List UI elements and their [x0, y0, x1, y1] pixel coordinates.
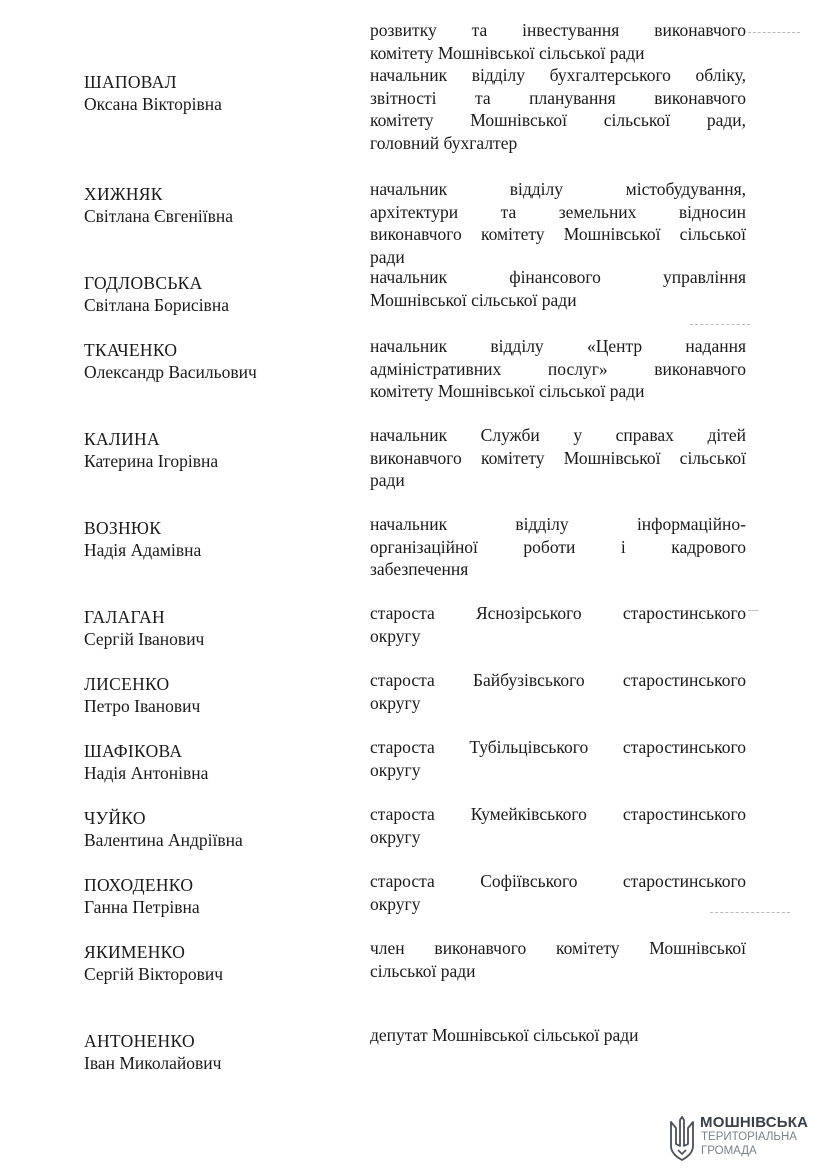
scan-mark	[710, 912, 790, 913]
description-line: начальник відділу містобудування,	[370, 179, 746, 199]
description-line: ради	[370, 246, 405, 267]
member-surname: КАЛИНА	[84, 429, 160, 449]
description-line: начальник фінансового управління	[370, 267, 746, 287]
description-line: головний бухгалтер	[370, 132, 518, 153]
member-position	[370, 1024, 746, 1047]
member-given-name: Іван Миколайович	[84, 1053, 222, 1073]
trident-icon	[668, 1116, 696, 1162]
member-name	[84, 517, 344, 561]
description-line: округу	[370, 625, 421, 646]
member-position	[370, 64, 746, 154]
member-name	[84, 874, 344, 918]
member-position	[370, 178, 746, 268]
member-surname: ХИЖНЯК	[84, 184, 163, 204]
description-line: начальник відділу «Центр надання	[370, 336, 746, 356]
member-surname: АНТОНЕНКО	[84, 1031, 195, 1051]
description-line: член виконавчого комітету Мошнівської	[370, 938, 746, 958]
description-line: Мошнівської сільської ради	[370, 289, 577, 310]
member-surname: ШАПОВАЛ	[84, 72, 177, 92]
description-line: округу	[370, 692, 421, 713]
description-line: комітету Мошнівської сільської ради	[370, 42, 645, 63]
description-line: сільської ради	[370, 960, 476, 981]
description-line: розвитку та інвестування виконавчого	[370, 20, 746, 40]
member-name	[84, 428, 344, 472]
member-surname: ЛИСЕНКО	[84, 674, 170, 694]
description-line: виконавчого комітету Мошнівської сільської	[370, 224, 746, 244]
description-line: староста Кумейківського старостинського	[370, 804, 746, 824]
member-name	[84, 807, 344, 851]
member-name	[84, 740, 344, 784]
description-line: архітектури та земельних відносин	[370, 201, 746, 222]
description-line: ради	[370, 470, 405, 490]
description-line: староста Байбузівського старостинського	[370, 670, 746, 690]
member-position	[370, 870, 746, 915]
description-line: начальник Служби у справах дітей	[370, 425, 746, 445]
logo-subtitle: ТЕРИТОРІАЛЬНА	[701, 1131, 797, 1143]
header-continuation	[370, 19, 746, 64]
member-name	[84, 71, 344, 115]
member-position	[370, 937, 746, 982]
member-given-name: Ганна Петрівна	[84, 897, 200, 917]
member-surname: ГАЛАГАН	[84, 607, 165, 627]
member-name	[84, 183, 344, 227]
member-surname: ЧУЙКО	[84, 808, 146, 828]
member-name	[84, 339, 344, 383]
member-position	[370, 266, 746, 311]
member-given-name: Оксана Вікторівна	[84, 94, 222, 114]
member-position	[370, 803, 746, 848]
member-position	[370, 335, 746, 403]
member-surname: ЯКИМЕНКО	[84, 942, 186, 962]
scan-mark	[748, 32, 800, 33]
description-line: виконавчого комітету Мошнівської сільської	[370, 447, 746, 468]
description-line: комітету Мошнівської сільської ради,	[370, 110, 746, 130]
member-given-name: Сергій Вікторович	[84, 964, 224, 984]
community-logo	[668, 1114, 818, 1164]
description-line: депутат Мошнівської сільської ради	[370, 1025, 639, 1045]
member-position	[370, 602, 746, 647]
member-name	[84, 1030, 344, 1074]
description-line: округу	[370, 759, 421, 780]
description-line: звітності та планування виконавчого	[370, 87, 746, 108]
description-line: округу	[370, 893, 421, 914]
member-surname: ТКАЧЕНКО	[84, 340, 178, 360]
member-surname: ПОХОДЕНКО	[84, 875, 194, 895]
description-line: організаційної роботи і кадрового	[370, 536, 746, 557]
description-line: староста Софіївського старостинського	[370, 871, 746, 891]
description-line: адміністративних послуг» виконавчого	[370, 358, 746, 379]
member-name	[84, 941, 344, 985]
member-name	[84, 673, 344, 717]
description-line: староста Тубільцівського старостинського	[370, 737, 746, 757]
logo-title: МОШНІВСЬКА	[700, 1114, 809, 1131]
member-position	[370, 736, 746, 781]
member-name	[84, 272, 344, 316]
member-given-name: Світлана Борисівна	[84, 295, 229, 315]
member-name	[84, 606, 344, 650]
member-given-name: Олександр Васильович	[84, 362, 257, 382]
member-surname: ВОЗНЮК	[84, 518, 162, 538]
member-position	[370, 669, 746, 714]
member-given-name: Надія Антонівна	[84, 763, 209, 783]
member-given-name: Сергій Іванович	[84, 629, 205, 649]
member-given-name: Надія Адамівна	[84, 540, 202, 560]
member-given-name: Петро Іванович	[84, 696, 201, 716]
member-given-name: Валентина Андріївна	[84, 830, 243, 850]
member-given-name: Світлана Євгеніївна	[84, 206, 234, 226]
scan-mark	[748, 610, 758, 611]
member-position	[370, 513, 746, 581]
logo-subtitle: ГРОМАДА	[701, 1145, 757, 1157]
description-line: начальник відділу інформаційно-	[370, 514, 746, 534]
member-surname: ШАФІКОВА	[84, 741, 183, 761]
description-line: забезпечення	[370, 559, 469, 579]
scan-mark	[690, 324, 750, 325]
description-line: округу	[370, 826, 421, 847]
description-line: староста Яснозірського старостинського	[370, 603, 746, 623]
member-position	[370, 424, 746, 492]
description-line: начальник відділу бухгалтерського обліку,	[370, 65, 746, 85]
member-surname: ГОДЛОВСЬКА	[84, 273, 203, 293]
member-given-name: Катерина Ігорівна	[84, 451, 219, 471]
description-line: комітету Мошнівської сільської ради	[370, 381, 645, 401]
